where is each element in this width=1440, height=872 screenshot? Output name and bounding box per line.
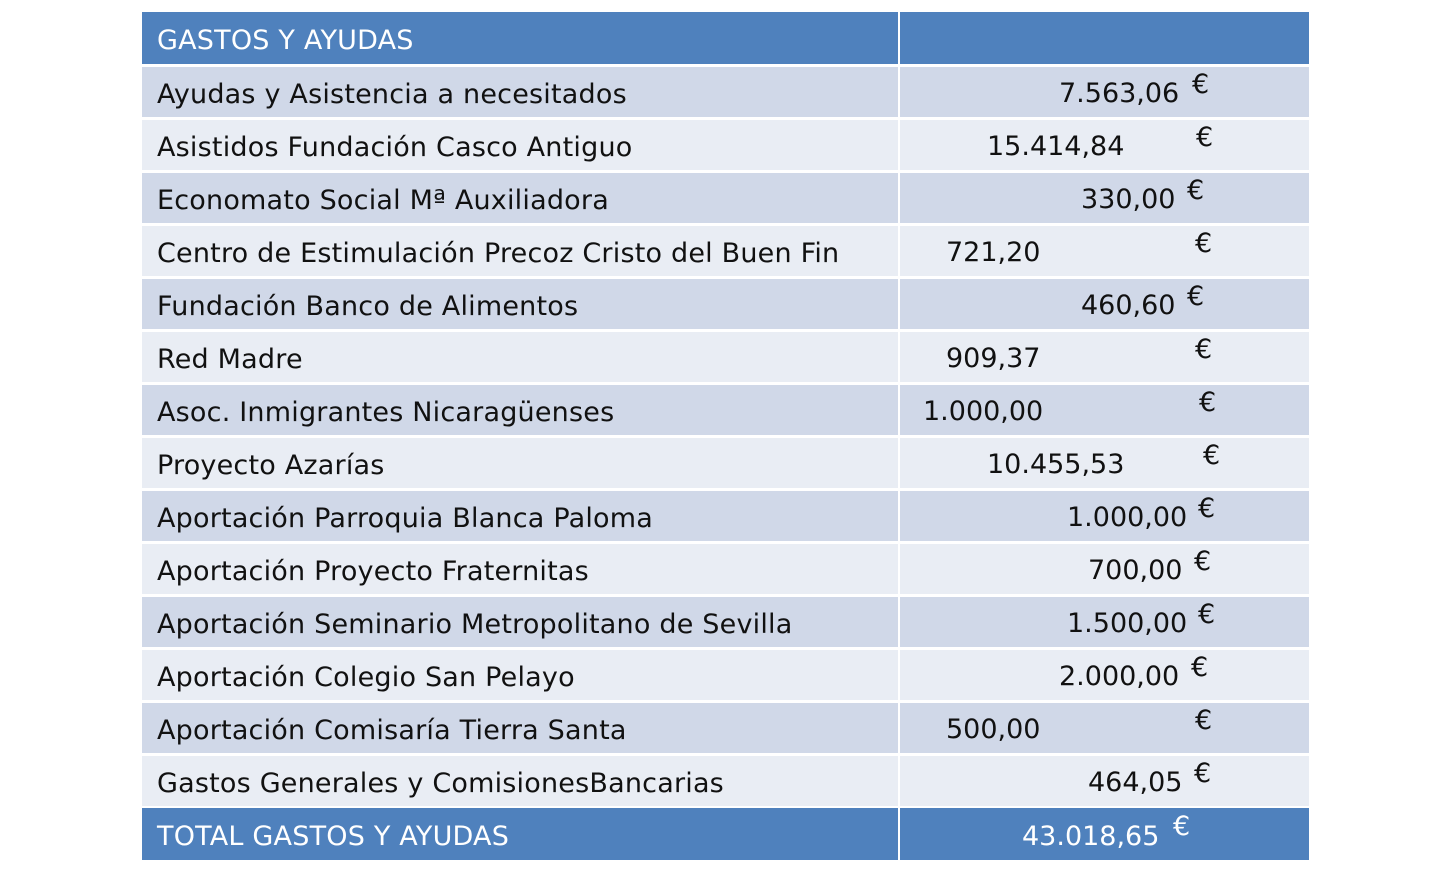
- row-label: Red Madre: [157, 344, 303, 375]
- row-label: Proyecto Azarías: [157, 450, 385, 481]
- table-header-row: [142, 12, 1309, 64]
- row-amount: 464,05: [1088, 767, 1183, 798]
- total-label: TOTAL GASTOS Y AYUDAS: [157, 821, 510, 852]
- table-row: [142, 279, 1309, 329]
- euro-symbol: €: [1194, 546, 1212, 577]
- table-row: [142, 597, 1309, 647]
- row-amount: 330,00: [1081, 184, 1176, 215]
- row-label: Aportación Comisaría Tierra Santa: [157, 715, 627, 746]
- euro-symbol: €: [1192, 69, 1210, 100]
- row-amount: 7.563,06: [1059, 78, 1180, 109]
- table-row: [142, 491, 1309, 541]
- table-total-row: [142, 808, 1309, 860]
- table-row: [142, 173, 1309, 223]
- row-amount: 2.000,00: [1059, 661, 1180, 692]
- table-row: [142, 120, 1309, 170]
- row-label: Gastos Generales y ComisionesBancarias: [157, 768, 724, 799]
- row-label: Aportación Colegio San Pelayo: [157, 662, 575, 693]
- table-row: [142, 438, 1309, 488]
- total-amount: 43.018,65: [1022, 821, 1160, 852]
- euro-symbol: €: [1195, 334, 1213, 365]
- euro-symbol: €: [1203, 440, 1221, 471]
- table-row: [142, 385, 1309, 435]
- row-label: Ayudas y Asistencia a necesitados: [157, 79, 627, 110]
- row-amount: 1.000,00: [1067, 502, 1188, 533]
- table-row: [142, 703, 1309, 753]
- table-row: [142, 67, 1309, 117]
- row-label: Aportación Parroquia Blanca Paloma: [157, 503, 654, 534]
- table-row: [142, 650, 1309, 700]
- euro-symbol: €: [1195, 228, 1213, 259]
- row-amount: 1.500,00: [1067, 608, 1188, 639]
- table-row: [142, 332, 1309, 382]
- row-amount: 909,37: [946, 343, 1041, 374]
- row-amount: 15.414,84: [987, 131, 1125, 162]
- row-label: Centro de Estimulación Precoz Cristo del Buen Fin: [157, 238, 840, 269]
- row-amount: 700,00: [1088, 555, 1183, 586]
- euro-symbol: €: [1194, 758, 1212, 789]
- row-amount: 10.455,53: [987, 449, 1125, 480]
- row-amount: 1.000,00: [923, 396, 1044, 427]
- row-label: Aportación Proyecto Fraternitas: [157, 556, 589, 587]
- euro-symbol: €: [1187, 281, 1205, 312]
- row-label: Fundación Banco de Alimentos: [157, 291, 579, 322]
- row-amount: 500,00: [946, 714, 1041, 745]
- euro-symbol: €: [1173, 811, 1191, 842]
- row-label: Economato Social Mª Auxiliadora: [157, 185, 609, 216]
- table-row: [142, 756, 1309, 806]
- expenses-table: [142, 12, 1309, 858]
- table-title: GASTOS Y AYUDAS: [157, 25, 414, 56]
- table-row: [142, 544, 1309, 594]
- euro-symbol: €: [1195, 705, 1213, 736]
- table-row: [142, 226, 1309, 276]
- euro-symbol: €: [1199, 387, 1217, 418]
- row-label: Aportación Seminario Metropolitano de Sevilla: [157, 609, 793, 640]
- euro-symbol: €: [1198, 493, 1216, 524]
- euro-symbol: €: [1187, 175, 1205, 206]
- row-amount: 721,20: [946, 237, 1041, 268]
- euro-symbol: €: [1198, 599, 1216, 630]
- euro-symbol: €: [1191, 652, 1209, 683]
- row-amount: 460,60: [1081, 290, 1176, 321]
- euro-symbol: €: [1196, 122, 1214, 153]
- row-label: Asoc. Inmigrantes Nicaragüenses: [157, 397, 615, 428]
- row-label: Asistidos Fundación Casco Antiguo: [157, 132, 633, 163]
